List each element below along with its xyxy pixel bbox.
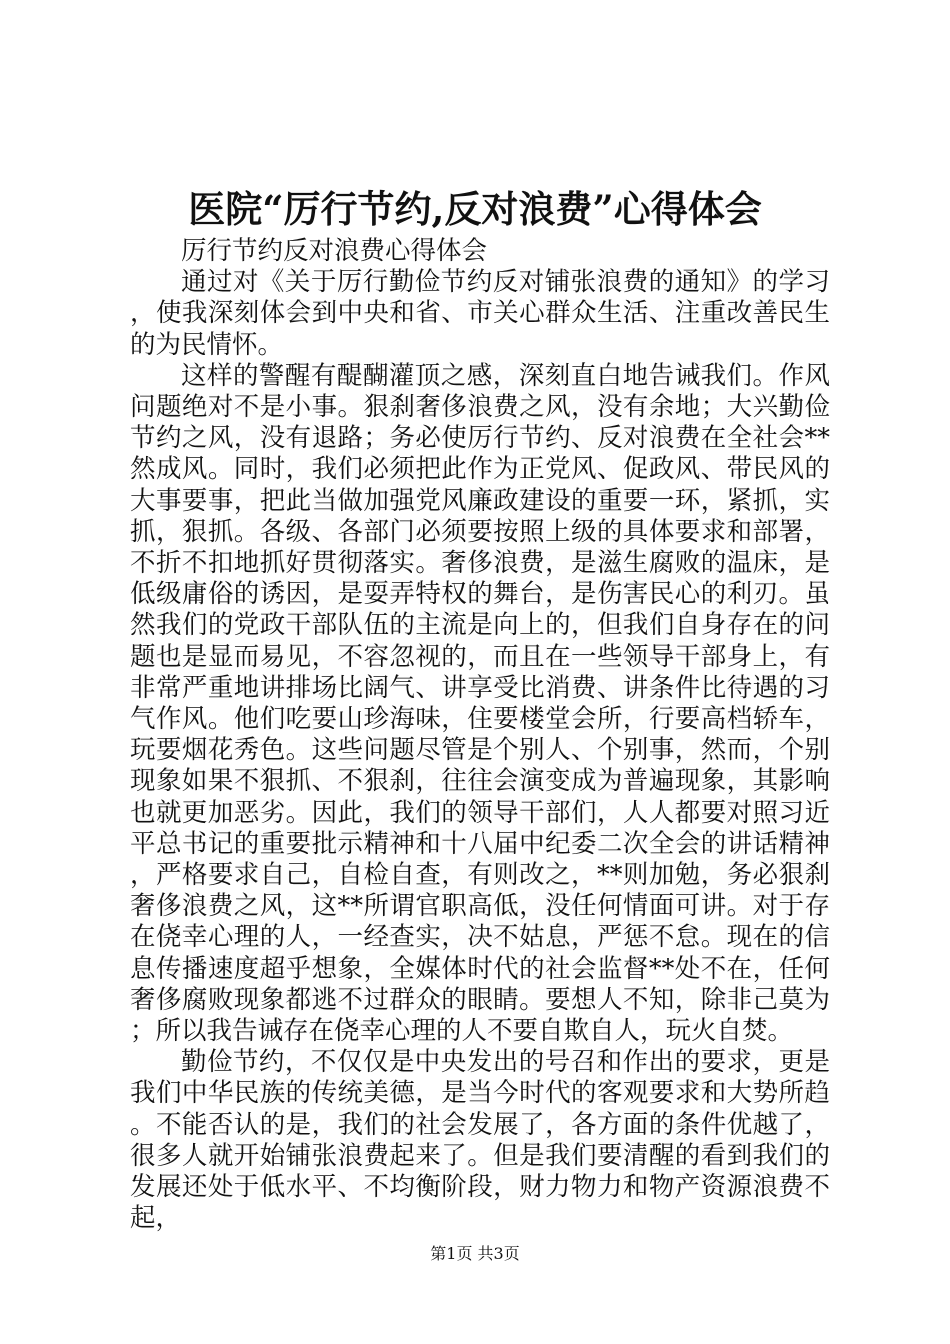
document-title: 医院“厉行节约,反对浪费”心得体会 (188, 187, 762, 231)
page-number-footer: 第1页 共3页 (430, 1244, 520, 1263)
body-paragraph: 这样的警醒有醍醐灌顶之感，深刻直白地告诫我们。作风问题绝对不是小事。狠刹奢侈浪费之风，没有余地；大兴勤俭节约之风，没有退路；务必使厉行节约、反对浪费在全社会**然成风。同时，我们必须把此作为正党风、促政风、带民风的大事要事，把此当做加强党风廉政建设的重要一环，紧抓，实抓，狠抓。各级、各部门必须要按照上级的具体要求和部署，不折不扣地抓好贯彻落实。奢侈浪费，是滋生腐败的温床，是低级庸俗的诱因，是耍弄特权的舞台，是伤害民心的利刃。虽然我们的党政干部队伍的主流是向上的，但我们自身存在的问题也是显而易见，不容忽视的，而且在一些领导干部身上，有非常严重地讲排场比阔气、讲享受比消费、讲条件比待遇的习气作风。他们吃要山珍海味，住要楼堂会所，行要高档轿车，玩要烟花秀色。这些问题尽管是个别人、个别事，然而，个别现象如果不狠抓、不狠刹，往往会演变成为普遍现象，其影响也就更加恶劣。因此，我们的领导干部们，人人都要对照习近平总书记的重要批示精神和十八届中纪委二次全会的讲话精神，严格要求自己，自检自查，有则改之，**则加勉，务必狠刹奢侈浪费之风，这**所谓官职高低，没任何情面可讲。对于存在侥幸心理的人，一经查实，决不姑息，严惩不怠。现在的信息传播速度超乎想象，全媒体时代的社会监督**处不在，任何奢侈腐败现象都逃不过群众的眼睛。要想人不知，除非己莫为；所以我告诫存在侥幸心理的人不要自欺自人，玩火自焚。 (130, 360, 830, 1047)
body-paragraph: 通过对《关于厉行勤俭节约反对铺张浪费的通知》的学习，使我深刻体会到中央和省、市关心群众生活、注重改善民生的为民情怀。 (130, 267, 830, 360)
document-body (130, 236, 830, 1235)
subtitle-paragraph: 厉行节约反对浪费心得体会 (181, 236, 488, 266)
body-paragraph: 勤俭节约，不仅仅是中央发出的号召和作出的要求，更是我们中华民族的传统美德，是当今时代的客观要求和大势所趋。不能否认的是，我们的社会发展了，各方面的条件优越了，很多人就开始铺张浪费起来了。但是我们要清醒的看到我们的发展还处于低水平、不均衡阶段，财力物力和物产资源浪费不起， (130, 1047, 830, 1234)
